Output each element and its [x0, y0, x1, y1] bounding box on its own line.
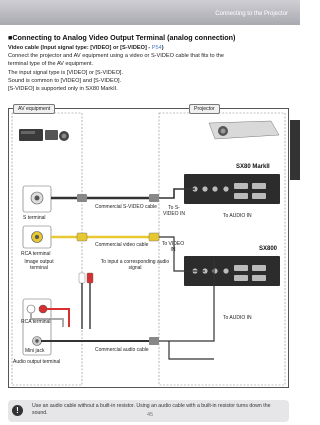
input-signal-line: [8, 44, 288, 52]
page-header: [0, 0, 300, 25]
side-tab-label: Projecting an Image: [299, 175, 305, 220]
body-line: Connect the projector and AV equipment using a video or S-VIDEO cable that fits to the: [8, 53, 225, 60]
note-box: [8, 400, 289, 422]
model-sx80-label: SX80 MarkII: [236, 164, 270, 170]
s-video-cable-label: Commercial S-VIDEO cable: [95, 204, 157, 210]
projector-label: Projector: [189, 104, 220, 114]
body-line: Sound is common to [VIDEO] and [S-VIDEO].: [8, 77, 122, 84]
input-signal-label: Video cable (Input signal type: [VIDEO] or [S-VIDEO] -: [8, 45, 152, 51]
rca-terminal-audio-label: RCA terminal: [21, 319, 51, 325]
section-heading: ■Connecting to Analog Video Output Terminal (analog connection): [8, 33, 236, 42]
body-line: The input signal type is [VIDEO] or [S-VIDEO].: [8, 69, 124, 76]
rca-terminal-label: RCA terminal: [21, 251, 51, 257]
audio-output-terminal-label: Audio output terminal: [13, 359, 61, 365]
camcorder-device: [45, 130, 58, 140]
page-number: 45: [146, 412, 154, 418]
connection-diagram: [8, 108, 289, 388]
model-sx800-label: SX800: [259, 246, 278, 252]
mini-jack-label: Mini jack: [25, 348, 45, 354]
sx80-panel: [184, 174, 280, 204]
to-s-video-in-label: To S-VIDEO IN: [163, 205, 185, 217]
av-equipment-label: AV equipment: [13, 104, 55, 114]
video-cable-label: Commercial video cable: [95, 242, 149, 248]
header-title: Connecting to the Projector: [215, 11, 288, 17]
audio-cable-label: Commercial audio cable: [95, 347, 149, 353]
projector-lens-inner: [221, 129, 226, 134]
page-ref-link[interactable]: P54: [151, 45, 162, 51]
to-video-in-label: To VIDEO IN: [161, 241, 185, 253]
vcr-device: [19, 129, 43, 141]
camera-lens-inner: [62, 134, 67, 139]
section-body: [8, 44, 288, 93]
body-line: terminal type of the AV equipment.: [8, 61, 94, 68]
body-line: [S-VIDEO] is supported only in SX80 MarkII.: [8, 86, 118, 93]
corresponding-audio-label: To input a corresponding audio signal: [100, 259, 170, 271]
to-audio-in-label-1: To AUDIO IN: [223, 213, 252, 219]
to-audio-in-label-2: To AUDIO IN: [223, 315, 252, 321]
s-terminal-label: S terminal: [23, 215, 46, 221]
info-icon: !: [12, 405, 23, 416]
image-output-terminal-label: Image output terminal: [24, 259, 54, 271]
vcr-slot: [21, 131, 35, 134]
note-text: Use an audio cable without a built-in resistor. Using an audio cable with a built-in resistor turns down the sound.: [32, 403, 271, 416]
input-signal-end: ): [161, 45, 164, 51]
diagram-drawing: [9, 109, 290, 389]
side-tab: [290, 120, 300, 180]
